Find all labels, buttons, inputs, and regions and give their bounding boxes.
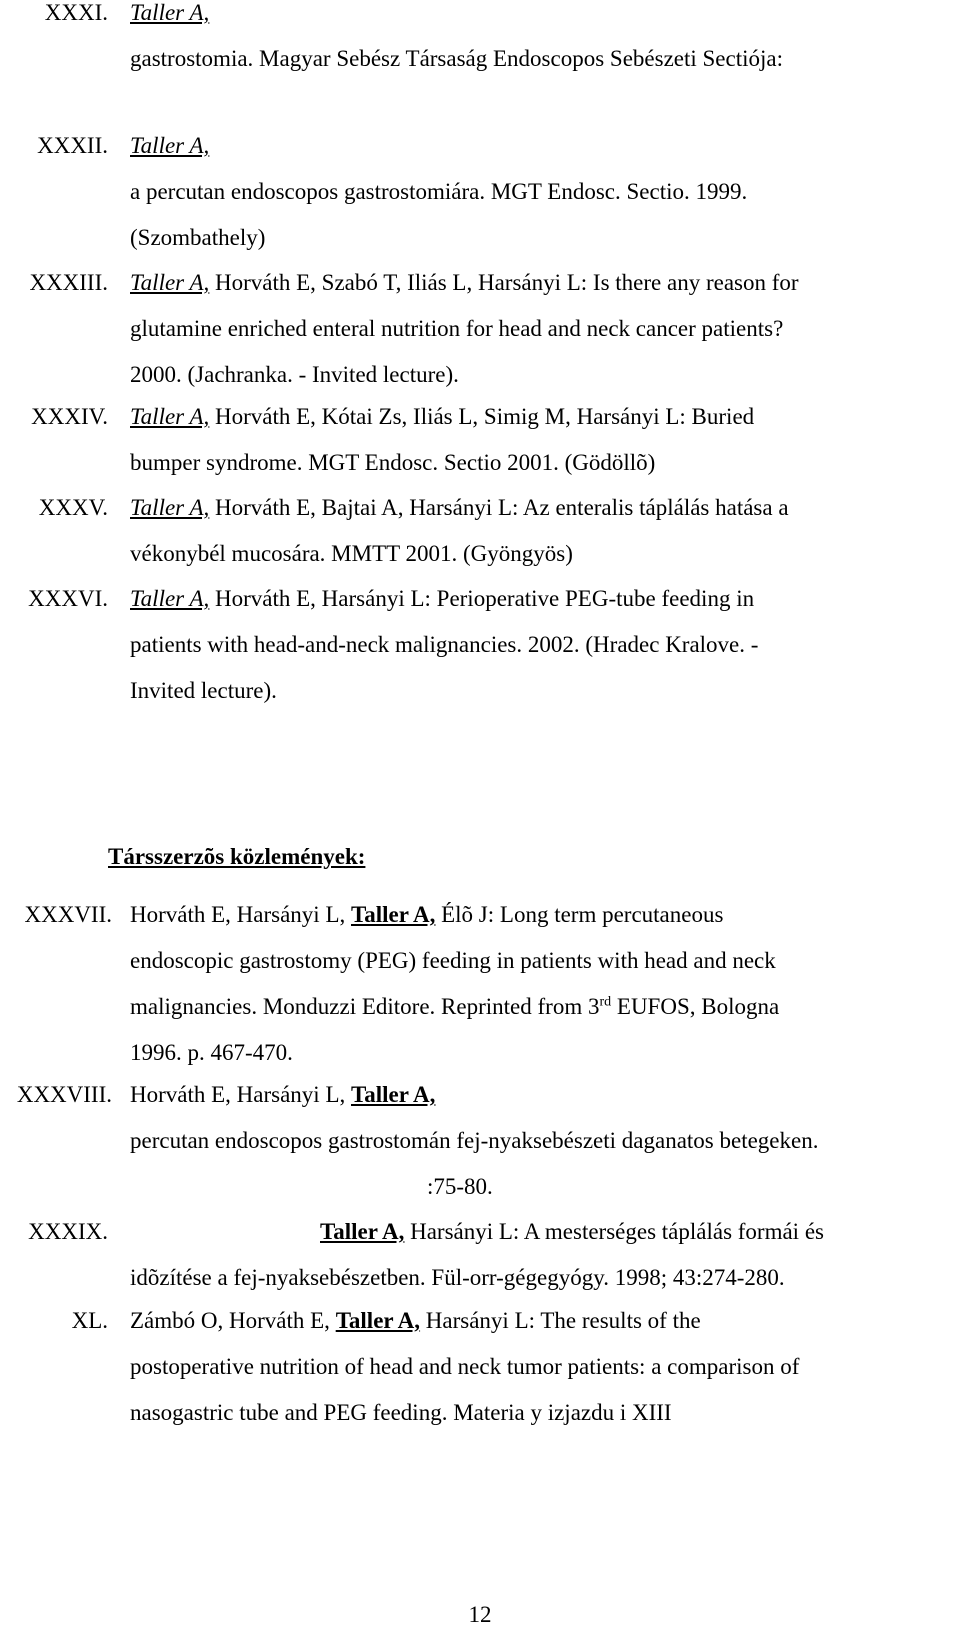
author-name: Taller A, xyxy=(335,1308,421,1333)
page-number: 12 xyxy=(468,1602,492,1627)
entry-line: EUFOS, Bologna xyxy=(611,994,780,1019)
entry-line: patients with head-and-neck malignancies. 2002. (Hradec Kralove. - xyxy=(130,632,759,657)
entry-line: glutamine enriched enteral nutrition for head and neck cancer patients? xyxy=(130,316,784,341)
entry-line: malignancies. Monduzzi Editore. Reprinted from 3 xyxy=(130,994,600,1019)
entry-number: XXXVII. xyxy=(24,902,112,927)
entry-line: gastrostomia. Magyar Sebész Társaság Endoscopos Sebészeti Sectiója: xyxy=(130,46,783,71)
entry-body xyxy=(130,1209,952,1301)
entry-number: XXXIX. xyxy=(28,1219,108,1244)
entry-line: (Szombathely) xyxy=(130,225,266,250)
entry-body xyxy=(130,576,952,714)
entry-body xyxy=(130,394,952,486)
entry-line: Horváth E, Harsányi L, xyxy=(130,1082,346,1107)
entry-line: percutan endoscopos gastrostomán fej-nyaksebészeti daganatos betegeken. xyxy=(130,1128,819,1153)
entry-number: XXXIII. xyxy=(29,270,108,295)
entry-line: idõzítése a fej-nyaksebészetben. Fül-orr-gégegyógy. 1998; 43:274-280. xyxy=(130,1265,785,1290)
entry-body xyxy=(130,123,952,261)
entry-line: 2000. (Jachranka. - Invited lecture). xyxy=(130,362,459,387)
entry-body xyxy=(130,0,952,82)
entry-line: Horváth E, Bajtai A, Harsányi L: Az enteralis táplálás hatása a xyxy=(209,495,789,520)
entry-number: XXXVIII. xyxy=(16,1082,112,1107)
entry-line: Élõ J: Long term percutaneous xyxy=(441,902,724,927)
entry-number: XXXV. xyxy=(38,495,108,520)
entry-line: Harsányi L: The results of the xyxy=(425,1308,701,1333)
author-name: Taller A, xyxy=(130,586,210,611)
entry-line: Horváth E, Harsányi L: Perioperative PEG-tube feeding in xyxy=(209,586,755,611)
entry-body xyxy=(130,1298,952,1436)
author-name: Taller A, xyxy=(130,495,210,520)
entry-line: Harsányi L: A mesterséges táplálás formái és xyxy=(410,1219,824,1244)
superscript: rd xyxy=(599,994,612,1010)
entry-number: XXXIV. xyxy=(31,404,108,429)
author-name: Taller A, xyxy=(320,1219,405,1244)
entry-line: nasogastric tube and PEG feeding. Materia y izjazdu i XIII xyxy=(130,1400,672,1425)
entry-line: postoperative nutrition of head and neck tumor patients: a comparison of xyxy=(130,1354,800,1379)
entry-number: XXXII. xyxy=(37,133,108,158)
entry-number: XXXVI. xyxy=(28,586,108,611)
entry-body xyxy=(130,260,952,398)
entry-line: :75-80. xyxy=(427,1174,493,1199)
entry-body xyxy=(130,892,952,1076)
entry-number: XXXI. xyxy=(44,0,108,25)
entry-line: endoscopic gastrostomy (PEG) feeding in patients with head and neck xyxy=(130,948,776,973)
entry-line: Horváth E, Kótai Zs, Iliás L, Simig M, Harsányi L: Buried xyxy=(209,404,755,429)
entry-body xyxy=(130,485,952,577)
entry-line: a percutan endoscopos gastrostomiára. MGT Endosc. Sectio. 1999. xyxy=(130,179,748,204)
entry-line: 1996. p. 467-470. xyxy=(130,1040,293,1065)
author-name: Taller A, xyxy=(351,902,436,927)
author-name: Taller A, xyxy=(130,0,210,25)
entry-line: vékonybél mucosára. MMTT 2001. (Gyöngyös) xyxy=(130,541,573,566)
author-name: Taller A, xyxy=(130,404,210,429)
entry-line: Horváth E, Szabó T, Iliás L, Harsányi L: Is there any reason for xyxy=(209,270,799,295)
author-name: Taller A, xyxy=(351,1082,436,1107)
entry-line: Horváth E, Harsányi L, xyxy=(130,902,346,927)
entry-number: XL. xyxy=(71,1308,108,1333)
entry-line: Zámbó O, Horváth E, xyxy=(130,1308,330,1333)
entry-line: Invited lecture). xyxy=(130,678,277,703)
author-name: Taller A, xyxy=(130,270,210,295)
section-heading: Társszerzõs közlemények: xyxy=(108,844,366,869)
entry-body xyxy=(130,1072,952,1210)
entry-line: bumper syndrome. MGT Endosc. Sectio 2001. (Gödöllõ) xyxy=(130,450,656,475)
author-name: Taller A, xyxy=(130,133,210,158)
